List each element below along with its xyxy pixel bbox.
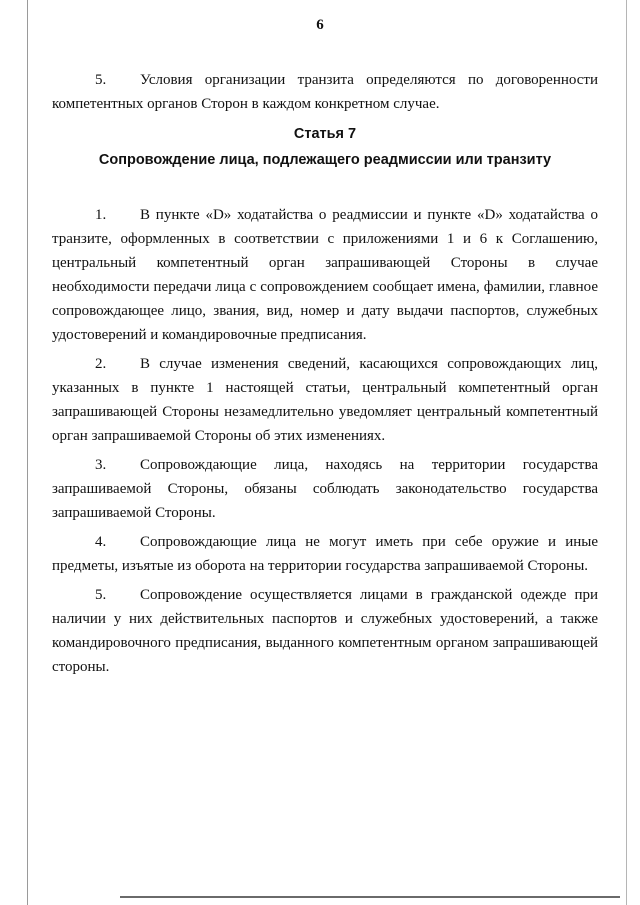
paragraph-number: 2. bbox=[95, 356, 107, 372]
paragraph-1 bbox=[52, 203, 598, 347]
paragraph-number: 3. bbox=[95, 457, 107, 473]
article-title: Статья 7 bbox=[293, 126, 357, 142]
page-number: 6 bbox=[316, 17, 324, 33]
paragraph-text: В пункте «D» ходатайства о реадмиссии и пункте «D» ходатайства о транзите, оформленных в соответствии с приложениями 1 и 6 к Соглашению, центральный компетентный орган запрашивающей Стороны в случае необходимости передачи лица с сопровождением сообщает имена, фамилии, главное сопровождающее лицо, звания, вид, номер и дату выдачи паспортов, служебных удостоверений и командировочные предписания. bbox=[52, 207, 598, 343]
paragraph-text: Сопровождение осуществляется лицами в гражданской одежде при наличии у них действительных паспортов и служебных удостоверений, а также командировочного предписания, выданного компетентным органом запрашивающей стороны. bbox=[52, 587, 598, 675]
scan-edge-bottom bbox=[120, 896, 620, 898]
scan-edge-left bbox=[27, 0, 28, 905]
paragraph-text: Условия организации транзита определяются по договоренности компетентных органов Сторон в каждом конкретном случае. bbox=[52, 72, 598, 112]
paragraph-4 bbox=[52, 530, 598, 578]
paragraph-number: 4. bbox=[95, 534, 107, 550]
scan-edge-right bbox=[626, 0, 627, 905]
paragraph-5 bbox=[52, 583, 598, 679]
paragraph-number: 5. bbox=[95, 72, 107, 88]
paragraph-text: В случае изменения сведений, касающихся сопровождающих лиц, указанных в пункте 1 настоящей статьи, центральный компетентный орган запрашивающей Стороны незамедлительно уведомляет центральный компетентный орган запрашиваемой Стороны об этих изменениях. bbox=[52, 356, 598, 444]
paragraph-2 bbox=[52, 352, 598, 448]
paragraph-number: 5. bbox=[95, 587, 107, 603]
paragraph-transit-conditions bbox=[52, 68, 598, 116]
paragraph-text: Сопровождающие лица не могут иметь при себе оружие и иные предметы, изъятые из оборота на территории государства запрашиваемой Стороны. bbox=[52, 534, 598, 574]
document-body bbox=[52, 68, 598, 684]
paragraph-text: Сопровождающие лица, находясь на территории государства запрашиваемой Стороны, обязаны соблюдать законодательство государства запрашиваемой Стороны. bbox=[52, 457, 598, 521]
article-heading: Сопровождение лица, подлежащего реадмиссии или транзиту bbox=[98, 152, 552, 168]
paragraph-3 bbox=[52, 453, 598, 525]
paragraph-number: 1. bbox=[95, 207, 107, 223]
